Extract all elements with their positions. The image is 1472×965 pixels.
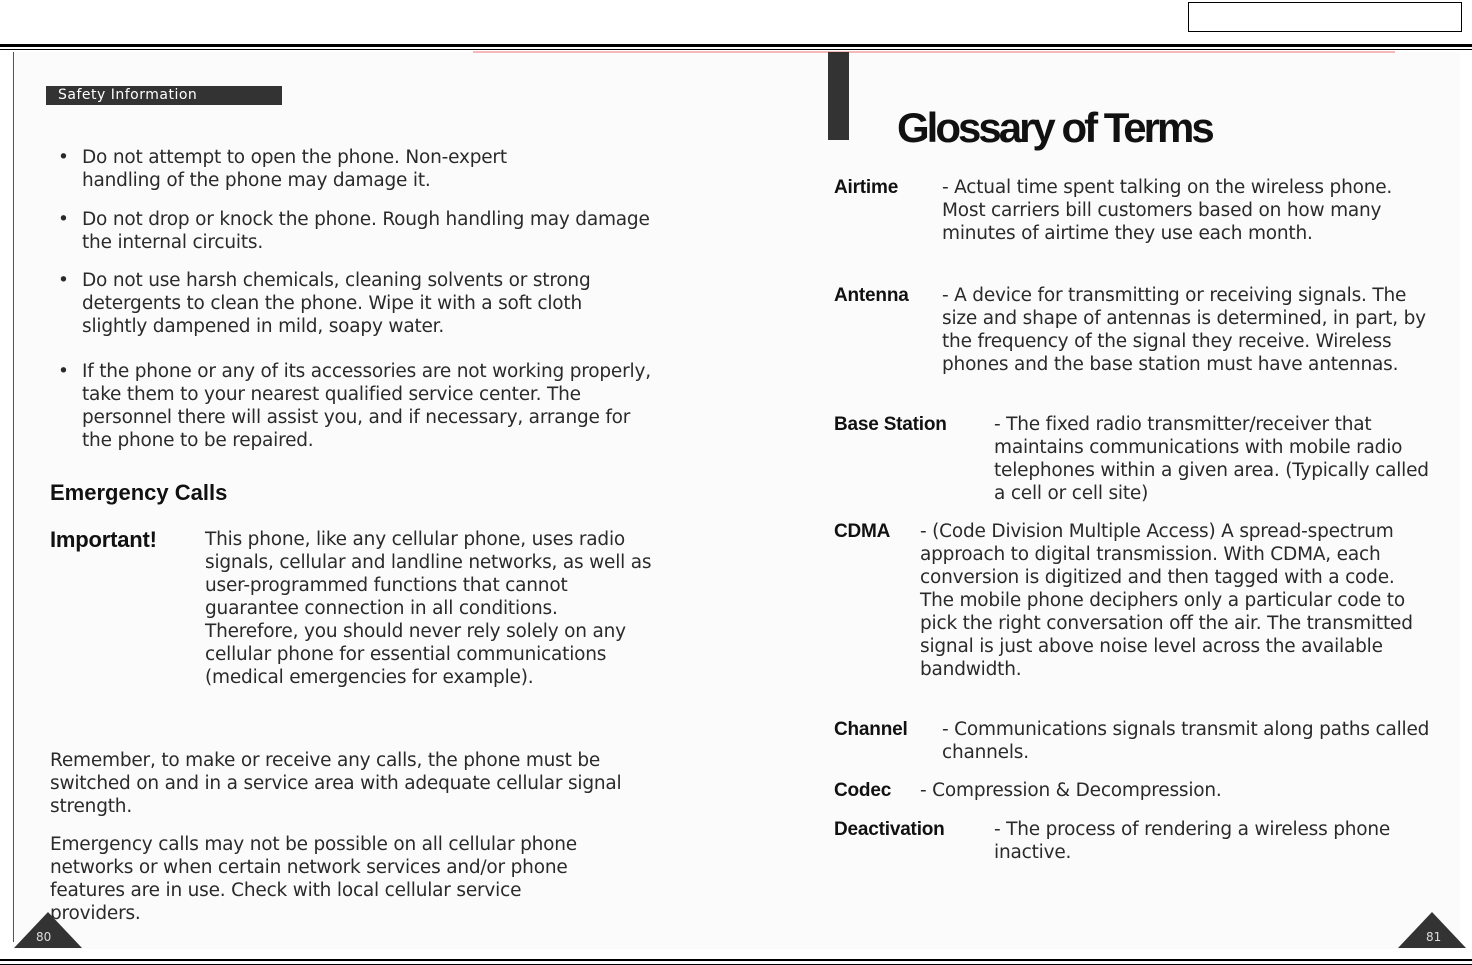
- bullet-text: Do not drop or knock the phone. Rough handling may damage the internal circuits.: [82, 209, 650, 253]
- glossary-entry: [834, 779, 1444, 802]
- term: Codec: [834, 780, 892, 801]
- glossary-entry: [834, 176, 1444, 245]
- definition: - A device for transmitting or receiving signals. The size and shape of antennas is determined, in part, by the frequency of the signal they receive. Wireless phones and the base station must have antennas.: [942, 285, 1426, 375]
- definition: - Communications signals transmit along paths called channels.: [942, 719, 1430, 763]
- header-box: [1188, 2, 1462, 32]
- term: Antenna: [834, 285, 909, 306]
- top-rule-thin: [0, 49, 1472, 50]
- important-note: [50, 528, 660, 689]
- bullet-text: Do not attempt to open the phone. Non-expert handling of the phone may damage it.: [82, 147, 507, 191]
- glossary-entry: [834, 413, 1444, 505]
- term: Airtime: [834, 177, 899, 198]
- top-rule: [0, 44, 1472, 47]
- glossary-entry: [834, 718, 1444, 764]
- definition: - Compression & Decompression.: [920, 780, 1222, 801]
- definition: - (Code Division Multiple Access) A spread-spectrum approach to digital transmission. With CDMA, each conversion is digitized and then tagged with a code. The mobile phone deciphers only a particular code to pick the right conversation off the air. The transmitted signal is just above noise level across the available bandwidth.: [920, 521, 1413, 680]
- bullet-item: • Do not drop or knock the phone. Rough handling may damage the internal circuits.: [58, 208, 658, 254]
- definition: - Actual time spent talking on the wireless phone. Most carriers bill customers based on how many minutes of airtime they use each month.: [942, 177, 1393, 244]
- section-badge: Safety Information: [46, 86, 282, 105]
- bullet-item: • Do not use harsh chemicals, cleaning solvents or strong detergents to clean the phone. Wipe it with a soft cloth slightly dampened in mild, soapy water.: [58, 269, 658, 338]
- important-text: This phone, like any cellular phone, uses radio signals, cellular and landline networks, as well as user-programmed functions that cannot guarantee connection in all conditions. Therefore, you should never rely solely on any cellular phone for essential communications (medical emergencies for example).: [205, 529, 652, 688]
- bullet-text: Do not use harsh chemicals, cleaning solvents or strong detergents to clean the phone. Wipe it with a soft cloth slightly dampened in mild, soapy water.: [82, 270, 591, 337]
- definition: - The process of rendering a wireless phone inactive.: [994, 819, 1391, 863]
- bullet-item: • Do not attempt to open the phone. Non-expert handling of the phone may damage it.: [58, 146, 658, 192]
- paragraph: Emergency calls may not be possible on all cellular phone networks or when certain network services and/or phone features are in use. Check with local cellular service providers.: [50, 834, 577, 924]
- page-number: 81: [1426, 930, 1442, 944]
- glossary-entry: [834, 284, 1444, 376]
- term: Channel: [834, 719, 908, 740]
- term: CDMA: [834, 521, 891, 542]
- definition: - The fixed radio transmitter/receiver that maintains communications with mobile radio telephones within a given area. (Typically called a cell or cell site): [994, 414, 1429, 504]
- page-number: 80: [36, 930, 52, 944]
- left-page-edge: [13, 52, 14, 942]
- bottom-rule: [0, 959, 1472, 961]
- important-label: Important!: [50, 527, 157, 552]
- emergency-calls-heading: Emergency Calls: [50, 480, 228, 505]
- term: Base Station: [834, 414, 947, 435]
- chapter-bar: [828, 52, 849, 140]
- paragraph: Remember, to make or receive any calls, the phone must be switched on and in a service area with adequate cellular signal strength.: [50, 750, 622, 817]
- term: Deactivation: [834, 819, 945, 840]
- scan-artifact-line: [473, 51, 1395, 53]
- bullet-item: • If the phone or any of its accessories are not working properly, take them to your nearest qualified service center. The personnel there will assist you, and if necessary, arrange for the phone to be repaired.: [58, 360, 658, 452]
- glossary-title: Glossary of Terms: [897, 104, 1212, 151]
- bullet-text: If the phone or any of its accessories are not working properly, take them to your nearest qualified service center. The personnel there will assist you, and if necessary, arrange for the phone to be repaired.: [82, 361, 651, 451]
- glossary-entry: [834, 818, 1444, 864]
- glossary-entry: [834, 520, 1444, 681]
